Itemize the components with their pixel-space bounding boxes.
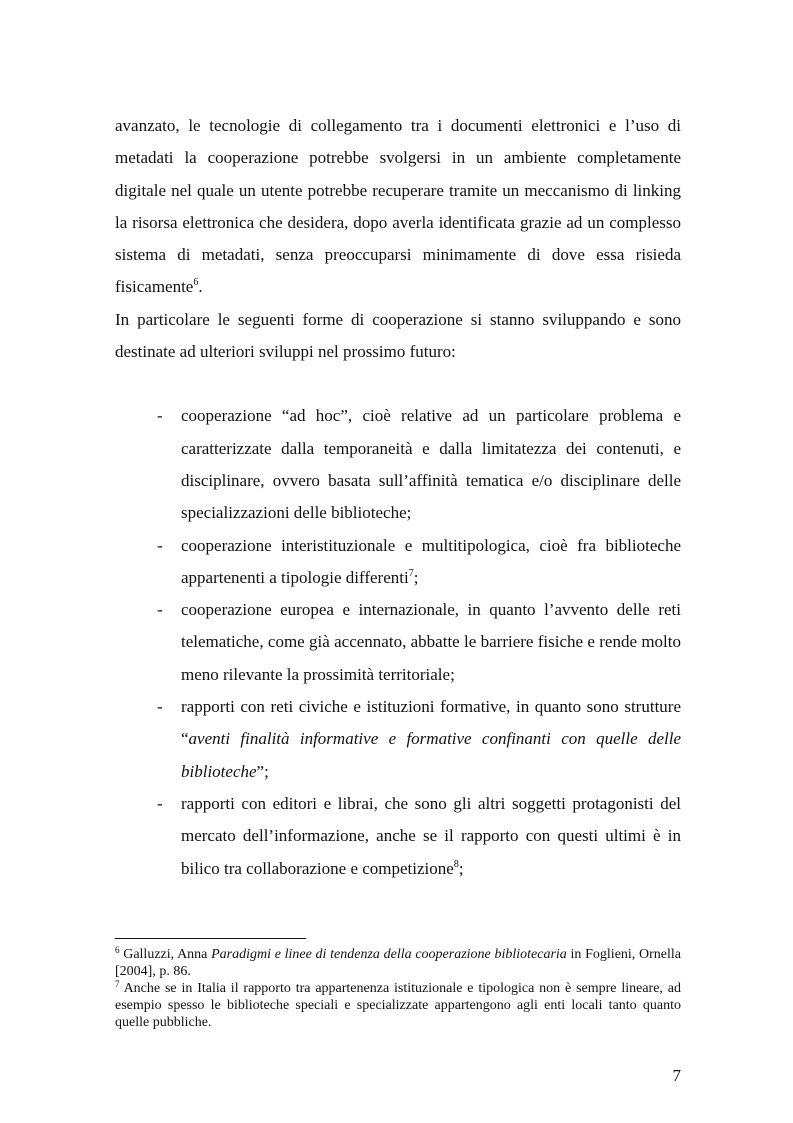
list-item: [157, 400, 681, 529]
footnote-mark: 6: [115, 945, 120, 955]
footnotes: [115, 946, 681, 1031]
footnote-ref-8[interactable]: 8: [453, 858, 459, 870]
list-item-text: cooperazione “ad hoc”, cioè relative ad un particolare problema e caratterizzate dalla temporaneità e dalla limitatezza dei contenuti, e disciplinare, ovvero basata sull’affinità tematica e/o disciplinare delle specializzazioni delle biblioteche;: [181, 406, 681, 523]
list-item: [157, 691, 681, 788]
footnote-title: Paradigmi e linee di tendenza della cooperazione bibliotecaria: [211, 947, 567, 962]
page-number: 7: [672, 1066, 681, 1085]
list-item: [157, 788, 681, 885]
list-item-text: rapporti con reti civiche e istituzioni formative, in quanto sono strutture “: [181, 697, 681, 749]
list-dash: -: [157, 535, 163, 555]
list-dash: -: [157, 793, 163, 813]
footnote-text: Galluzzi, Anna: [119, 947, 212, 962]
paragraph-1: [115, 110, 681, 304]
footnote-text-end: in Foglieni, Ornella [2004], p. 86.: [115, 947, 681, 979]
body-text: [115, 110, 681, 885]
list-item-text: cooperazione europea e internazionale, in quanto l’avvento delle reti telematiche, come già accennato, abbatte le barriere fisiche e rende molto meno rilevante la prossimità territoriale;: [181, 600, 681, 684]
cooperation-forms-list: [115, 400, 681, 884]
paragraph-1-end: .: [198, 277, 203, 297]
list-dash: -: [157, 406, 163, 426]
paragraph-2: In particolare le seguenti forme di cooperazione si stanno sviluppando e sono destinate ad ulteriori sviluppi nel prossimo futuro:: [115, 309, 681, 362]
list-item: [157, 594, 681, 691]
list-item-text: cooperazione interistituzionale e multitipologica, cioè fra biblioteche appartenenti a tipologie differenti: [181, 535, 681, 587]
list-item-end: ;: [458, 858, 464, 878]
list-item-end: ”;: [256, 761, 269, 781]
footnote-separator: [115, 938, 306, 939]
list-item-quote: aventi finalità informative e formative confinanti con quelle delle biblioteche: [181, 729, 681, 781]
paragraph-1-text: avanzato, le tecnologie di collegamento tra i documenti elettronici e l’uso di metadati la cooperazione potrebbe svolgersi in un ambiente completamente digitale nel quale un utente potrebbe recuperare tramite un meccanismo di linking la risorsa elettronica che desidera, dopo averla identificata grazie ad un complesso sistema di metadati, senza preoccuparsi minimamente di dove essa risieda fisicamente: [115, 116, 681, 297]
list-dash: -: [157, 697, 163, 717]
list-item-text: rapporti con editori e librai, che sono gli altri soggetti protagonisti del mercato dell’informazione, anche se il rapporto con questi ultimi è in bilico tra collaborazione e competizione: [181, 793, 681, 878]
footnote-6: [115, 946, 681, 980]
footnote-7: [115, 980, 681, 1031]
list-item-end: ;: [413, 567, 419, 587]
list-dash: -: [157, 600, 163, 620]
footnote-text: Anche se in Italia il rapporto tra appartenenza istituzionale e tipologica non è sempre lineare, ad esempio spesso le biblioteche speciali e specializzate appartengono agli enti locali tanto quanto quelle pubbliche.: [115, 981, 681, 1030]
list-item: [157, 530, 681, 595]
footnote-ref-7[interactable]: 7: [408, 567, 414, 579]
footnote-mark: 7: [115, 979, 120, 989]
footnote-ref-6[interactable]: 6: [193, 277, 199, 289]
